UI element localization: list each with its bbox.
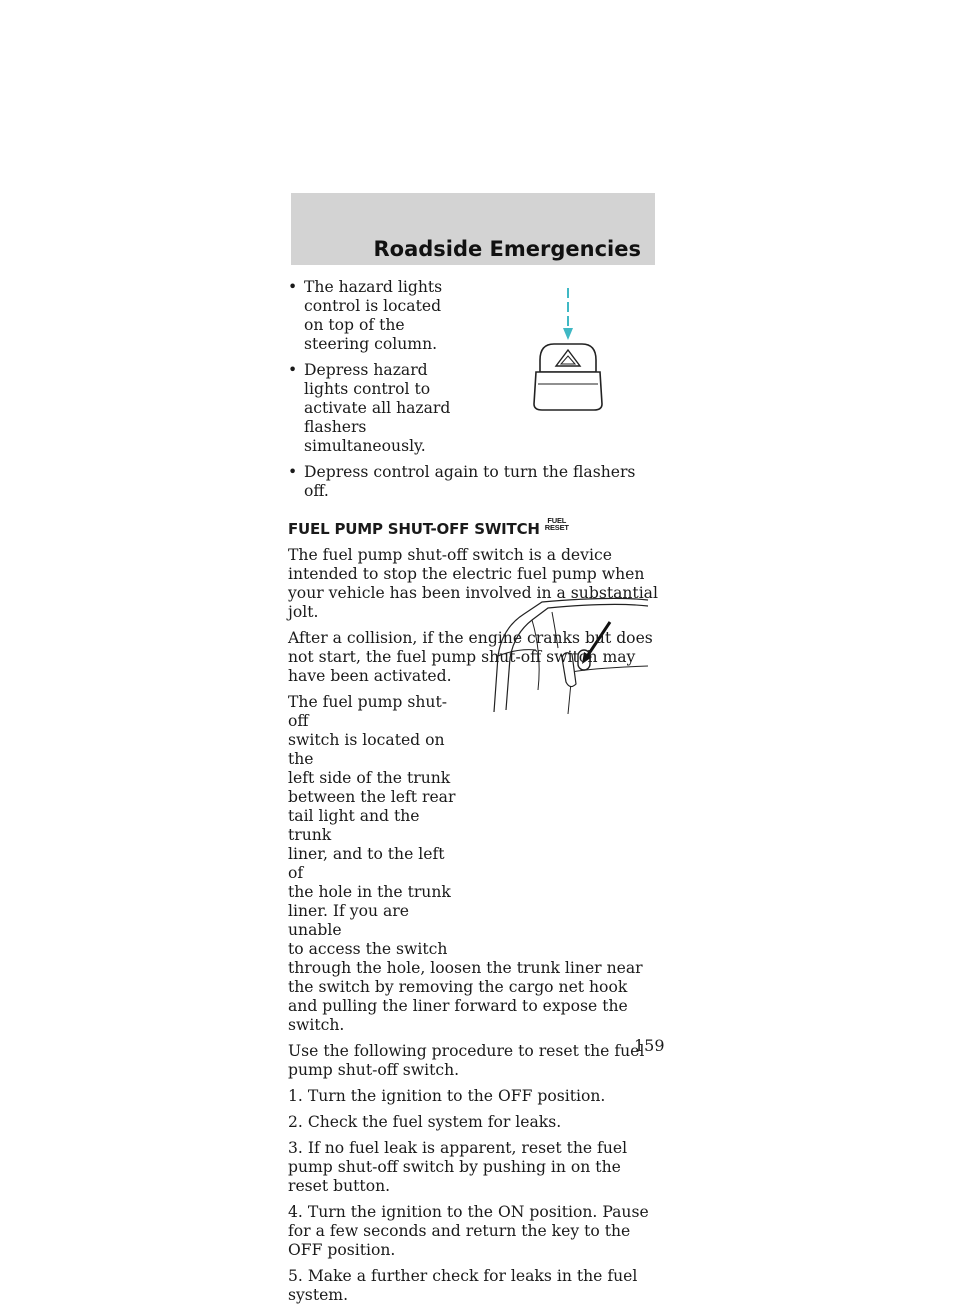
- text-line: liner, and to the left of: [288, 845, 445, 882]
- paragraph: The fuel pump shut-off switch is a device intended to stop the electric fuel pump when your vehicle has been involved in a substantial jolt.: [288, 546, 658, 621]
- list-item: • Depress hazard lights control to activate all hazard flashers simultaneously.: [288, 361, 464, 456]
- paragraph: Use the following procedure to reset the fuel pump shut-off switch.: [288, 1042, 645, 1079]
- text-line: tail light and the trunk: [288, 807, 420, 844]
- location-paragraph: [288, 693, 458, 959]
- procedure-step: 1. Turn the ignition to the OFF position.: [288, 1087, 606, 1105]
- text-line: switch is located on the: [288, 731, 445, 768]
- paragraph: After a collision, if the engine cranks but does not start, the fuel pump shut-off switch may have been activated.: [288, 629, 653, 685]
- text-line: The fuel pump shut-off: [288, 693, 447, 730]
- fuel-reset-icon-line: RESET: [544, 523, 569, 532]
- procedure-step: 3. If no fuel leak is apparent, reset the fuel pump shut-off switch by pushing in on the reset button.: [288, 1139, 628, 1195]
- fuel-pump-heading: [288, 517, 660, 539]
- procedure-step: 4. Turn the ignition to the ON position. Pause for a few seconds and return the key to the OFF position.: [288, 1203, 649, 1259]
- header-band: [291, 193, 655, 265]
- page-number: 159: [634, 1036, 665, 1055]
- list-item: • Depress control again to turn the flashers off.: [288, 463, 660, 501]
- page-content: [288, 278, 660, 1312]
- text-line: left side of the trunk: [288, 769, 451, 787]
- list-item: • The hazard lights control is located on top of the steering column.: [288, 278, 464, 354]
- text-line: liner. If you are unable: [288, 902, 409, 939]
- text-line: to access the switch: [288, 940, 448, 958]
- procedure-step: 5. Make a further check for leaks in the fuel system.: [288, 1267, 638, 1304]
- heading-text: FUEL PUMP SHUT-OFF SWITCH: [288, 520, 540, 538]
- fuel-reset-icon: [545, 517, 569, 531]
- section-title: Roadside Emergencies: [373, 237, 641, 261]
- procedure-step: 2. Check the fuel system for leaks.: [288, 1113, 562, 1131]
- fuel-reset-icon-line: FUEL: [547, 516, 567, 525]
- text-line: between the left rear: [288, 788, 456, 806]
- paragraph: through the hole, loosen the trunk liner near the switch by removing the cargo net hook and pulling the liner forward to expose the switch.: [288, 959, 643, 1034]
- hazard-bullet-list: [288, 278, 660, 501]
- text-line: the hole in the trunk: [288, 883, 451, 901]
